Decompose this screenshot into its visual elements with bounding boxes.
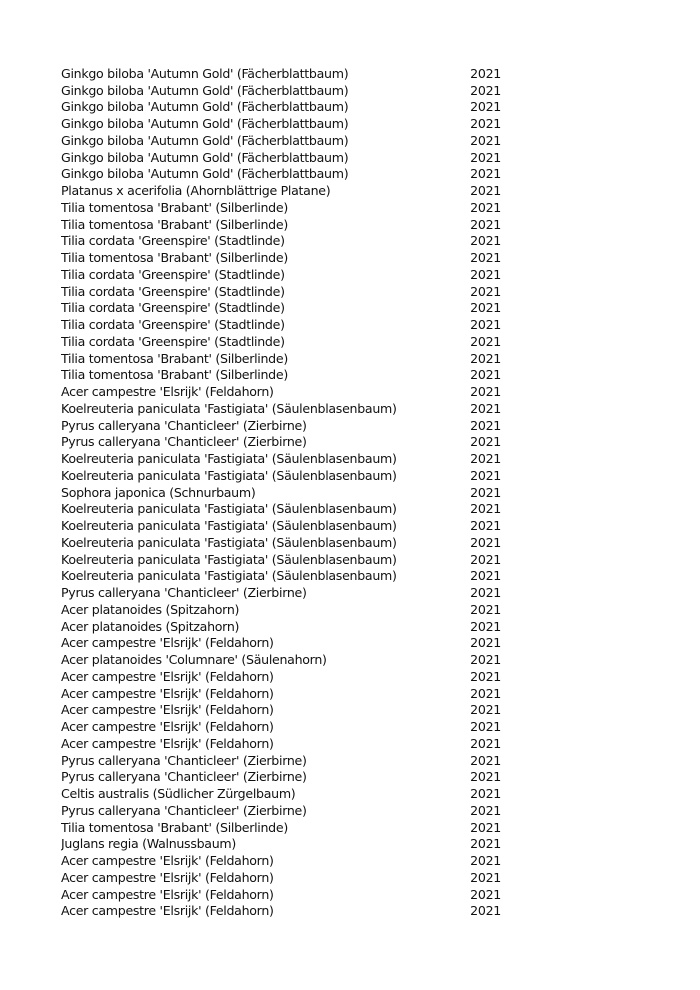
year-cell: 2021 xyxy=(470,451,501,467)
species-cell: Sophora japonica (Schnurbaum) xyxy=(61,484,256,500)
species-cell: Acer platanoides 'Columnare' (Säulenahorn) xyxy=(61,652,327,668)
year-cell: 2021 xyxy=(470,333,501,349)
year-cell: 2021 xyxy=(470,652,501,668)
year-cell: 2021 xyxy=(470,836,501,852)
year-cell: 2021 xyxy=(470,116,501,132)
year-cell: 2021 xyxy=(470,467,501,483)
year-cell: 2021 xyxy=(470,551,501,567)
year-cell: 2021 xyxy=(470,400,501,416)
species-cell: Koelreuteria paniculata 'Fastigiata' (Säulenblasenbaum) xyxy=(61,568,397,584)
species-cell: Tilia tomentosa 'Brabant' (Silberlinde) xyxy=(61,367,288,383)
table-row xyxy=(61,501,501,518)
table-row xyxy=(61,568,501,585)
year-cell: 2021 xyxy=(470,82,501,98)
year-cell: 2021 xyxy=(470,300,501,316)
species-cell: Acer platanoides (Spitzahorn) xyxy=(61,601,240,617)
year-cell: 2021 xyxy=(470,283,501,299)
year-cell: 2021 xyxy=(470,216,501,232)
species-cell: Koelreuteria paniculata 'Fastigiata' (Säulenblasenbaum) xyxy=(61,501,397,517)
species-cell: Pyrus calleryana 'Chanticleer' (Zierbirne) xyxy=(61,585,307,601)
year-cell: 2021 xyxy=(470,166,501,182)
species-cell: Acer campestre 'Elsrijk' (Feldahorn) xyxy=(61,384,274,400)
year-cell: 2021 xyxy=(470,819,501,835)
species-cell: Platanus x acerifolia (Ahornblättrige Platane) xyxy=(61,183,331,199)
table-row xyxy=(61,685,501,702)
species-cell: Tilia cordata 'Greenspire' (Stadtlinde) xyxy=(61,233,285,249)
table-row xyxy=(61,668,501,685)
table-row xyxy=(61,434,501,451)
table-row xyxy=(61,283,501,300)
species-cell: Ginkgo biloba 'Autumn Gold' (Fächerblattbaum) xyxy=(61,65,349,81)
table-row xyxy=(61,417,501,434)
species-cell: Acer campestre 'Elsrijk' (Feldahorn) xyxy=(61,869,274,885)
species-cell: Tilia tomentosa 'Brabant' (Silberlinde) xyxy=(61,819,288,835)
table-row xyxy=(61,534,501,551)
year-cell: 2021 xyxy=(470,501,501,517)
year-cell: 2021 xyxy=(470,367,501,383)
table-row xyxy=(61,300,501,317)
table-row xyxy=(61,450,501,467)
table-row xyxy=(61,785,501,802)
table-row xyxy=(61,333,501,350)
year-cell: 2021 xyxy=(470,786,501,802)
table-row xyxy=(61,383,501,400)
year-cell: 2021 xyxy=(470,384,501,400)
species-cell: Pyrus calleryana 'Chanticleer' (Zierbirne) xyxy=(61,434,307,450)
table-row xyxy=(61,484,501,501)
species-cell: Juglans regia (Walnussbaum) xyxy=(61,836,236,852)
species-cell: Pyrus calleryana 'Chanticleer' (Zierbirne) xyxy=(61,752,307,768)
year-cell: 2021 xyxy=(470,752,501,768)
species-cell: Koelreuteria paniculata 'Fastigiata' (Säulenblasenbaum) xyxy=(61,451,397,467)
species-cell: Ginkgo biloba 'Autumn Gold' (Fächerblattbaum) xyxy=(61,132,349,148)
table-row xyxy=(61,82,501,99)
table-row xyxy=(61,886,501,903)
year-cell: 2021 xyxy=(470,65,501,81)
table-row xyxy=(61,769,501,786)
species-cell: Tilia tomentosa 'Brabant' (Silberlinde) xyxy=(61,250,288,266)
year-cell: 2021 xyxy=(470,132,501,148)
species-cell: Pyrus calleryana 'Chanticleer' (Zierbirne) xyxy=(61,802,307,818)
table-row xyxy=(61,182,501,199)
species-cell: Ginkgo biloba 'Autumn Gold' (Fächerblattbaum) xyxy=(61,116,349,132)
species-cell: Ginkgo biloba 'Autumn Gold' (Fächerblattbaum) xyxy=(61,166,349,182)
year-cell: 2021 xyxy=(470,99,501,115)
species-cell: Acer campestre 'Elsrijk' (Feldahorn) xyxy=(61,886,274,902)
year-cell: 2021 xyxy=(470,233,501,249)
table-row xyxy=(61,735,501,752)
table-row xyxy=(61,517,501,534)
species-cell: Koelreuteria paniculata 'Fastigiata' (Säulenblasenbaum) xyxy=(61,551,397,567)
table-row xyxy=(61,802,501,819)
table-row xyxy=(61,869,501,886)
year-cell: 2021 xyxy=(470,534,501,550)
species-cell: Ginkgo biloba 'Autumn Gold' (Fächerblattbaum) xyxy=(61,82,349,98)
year-cell: 2021 xyxy=(470,434,501,450)
year-cell: 2021 xyxy=(470,668,501,684)
table-row xyxy=(61,551,501,568)
year-cell: 2021 xyxy=(470,702,501,718)
species-cell: Koelreuteria paniculata 'Fastigiata' (Säulenblasenbaum) xyxy=(61,534,397,550)
species-cell: Acer platanoides (Spitzahorn) xyxy=(61,618,240,634)
table-row xyxy=(61,115,501,132)
year-cell: 2021 xyxy=(470,719,501,735)
table-row xyxy=(61,618,501,635)
species-cell: Pyrus calleryana 'Chanticleer' (Zierbirne) xyxy=(61,769,307,785)
table-row xyxy=(61,400,501,417)
species-cell: Tilia cordata 'Greenspire' (Stadtlinde) xyxy=(61,300,285,316)
species-cell: Koelreuteria paniculata 'Fastigiata' (Säulenblasenbaum) xyxy=(61,467,397,483)
year-cell: 2021 xyxy=(470,769,501,785)
table-row xyxy=(61,903,501,920)
species-cell: Tilia cordata 'Greenspire' (Stadtlinde) xyxy=(61,266,285,282)
year-cell: 2021 xyxy=(470,484,501,500)
species-cell: Acer campestre 'Elsrijk' (Feldahorn) xyxy=(61,635,274,651)
year-cell: 2021 xyxy=(470,183,501,199)
table-row xyxy=(61,99,501,116)
table-row xyxy=(61,266,501,283)
species-cell: Ginkgo biloba 'Autumn Gold' (Fächerblattbaum) xyxy=(61,149,349,165)
table-row xyxy=(61,718,501,735)
species-cell: Tilia tomentosa 'Brabant' (Silberlinde) xyxy=(61,350,288,366)
table-row xyxy=(61,651,501,668)
species-cell: Tilia cordata 'Greenspire' (Stadtlinde) xyxy=(61,333,285,349)
table-row xyxy=(61,584,501,601)
year-cell: 2021 xyxy=(470,869,501,885)
year-cell: 2021 xyxy=(470,149,501,165)
species-cell: Koelreuteria paniculata 'Fastigiata' (Säulenblasenbaum) xyxy=(61,400,397,416)
year-cell: 2021 xyxy=(470,618,501,634)
table-row xyxy=(61,852,501,869)
year-cell: 2021 xyxy=(470,585,501,601)
table-row xyxy=(61,467,501,484)
year-cell: 2021 xyxy=(470,250,501,266)
year-cell: 2021 xyxy=(470,802,501,818)
species-cell: Pyrus calleryana 'Chanticleer' (Zierbirne) xyxy=(61,417,307,433)
year-cell: 2021 xyxy=(470,317,501,333)
table-row xyxy=(61,149,501,166)
species-cell: Tilia cordata 'Greenspire' (Stadtlinde) xyxy=(61,283,285,299)
table-row xyxy=(61,601,501,618)
year-cell: 2021 xyxy=(470,903,501,919)
year-cell: 2021 xyxy=(470,601,501,617)
species-cell: Acer campestre 'Elsrijk' (Feldahorn) xyxy=(61,735,274,751)
table-row xyxy=(61,65,501,82)
species-cell: Celtis australis (Südlicher Zürgelbaum) xyxy=(61,786,296,802)
tree-planting-list xyxy=(61,65,501,919)
species-cell: Acer campestre 'Elsrijk' (Feldahorn) xyxy=(61,685,274,701)
year-cell: 2021 xyxy=(470,266,501,282)
species-cell: Tilia tomentosa 'Brabant' (Silberlinde) xyxy=(61,216,288,232)
table-row xyxy=(61,132,501,149)
year-cell: 2021 xyxy=(470,886,501,902)
table-row xyxy=(61,199,501,216)
species-cell: Acer campestre 'Elsrijk' (Feldahorn) xyxy=(61,903,274,919)
table-row xyxy=(61,702,501,719)
species-cell: Acer campestre 'Elsrijk' (Feldahorn) xyxy=(61,702,274,718)
year-cell: 2021 xyxy=(470,685,501,701)
table-row xyxy=(61,233,501,250)
table-row xyxy=(61,367,501,384)
year-cell: 2021 xyxy=(470,568,501,584)
table-row xyxy=(61,752,501,769)
year-cell: 2021 xyxy=(470,735,501,751)
species-cell: Tilia tomentosa 'Brabant' (Silberlinde) xyxy=(61,199,288,215)
table-row xyxy=(61,635,501,652)
species-cell: Koelreuteria paniculata 'Fastigiata' (Säulenblasenbaum) xyxy=(61,518,397,534)
species-cell: Acer campestre 'Elsrijk' (Feldahorn) xyxy=(61,853,274,869)
species-cell: Tilia cordata 'Greenspire' (Stadtlinde) xyxy=(61,317,285,333)
species-cell: Acer campestre 'Elsrijk' (Feldahorn) xyxy=(61,668,274,684)
year-cell: 2021 xyxy=(470,417,501,433)
table-row xyxy=(61,819,501,836)
year-cell: 2021 xyxy=(470,635,501,651)
table-row xyxy=(61,166,501,183)
species-cell: Ginkgo biloba 'Autumn Gold' (Fächerblattbaum) xyxy=(61,99,349,115)
species-cell: Acer campestre 'Elsrijk' (Feldahorn) xyxy=(61,719,274,735)
table-row xyxy=(61,316,501,333)
table-row xyxy=(61,350,501,367)
year-cell: 2021 xyxy=(470,350,501,366)
table-row xyxy=(61,216,501,233)
table-row xyxy=(61,249,501,266)
year-cell: 2021 xyxy=(470,199,501,215)
table-row xyxy=(61,836,501,853)
year-cell: 2021 xyxy=(470,518,501,534)
year-cell: 2021 xyxy=(470,853,501,869)
